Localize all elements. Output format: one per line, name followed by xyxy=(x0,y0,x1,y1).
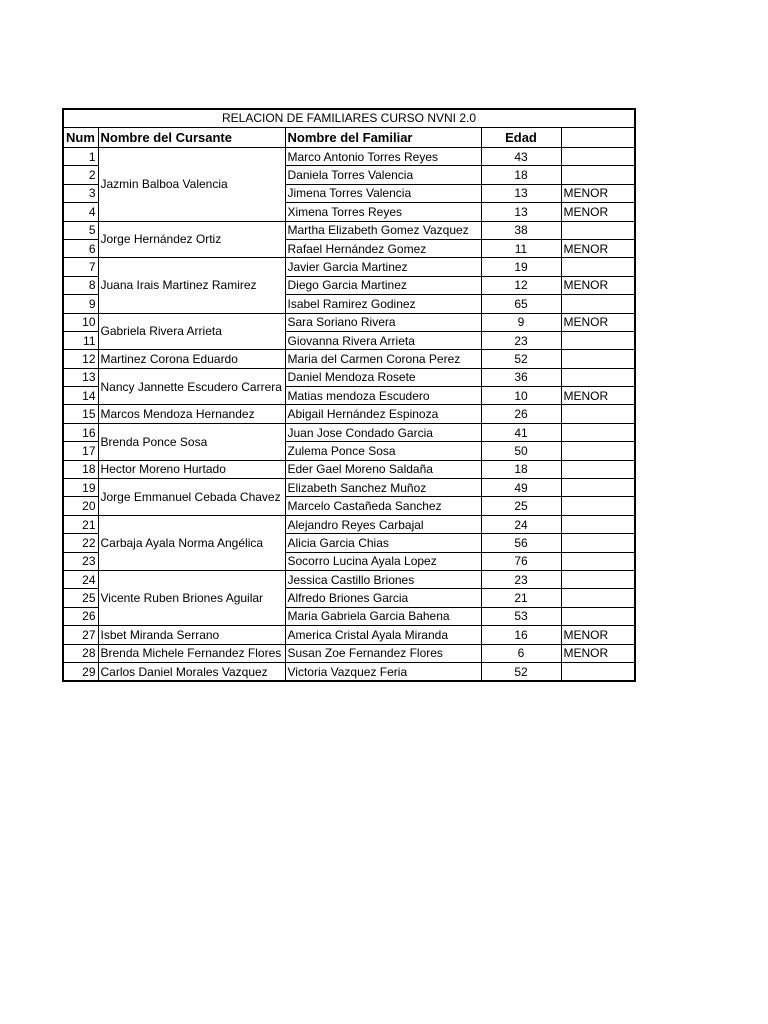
menor-flag xyxy=(561,460,634,478)
familiar-edad: 6 xyxy=(481,644,561,662)
familiar-name: America Cristal Ayala Miranda xyxy=(285,626,481,644)
row-num: 4 xyxy=(64,203,98,221)
table-row xyxy=(64,460,634,478)
menor-flag: MENOR xyxy=(561,239,634,257)
familiar-name: Rafael Hernández Gomez xyxy=(285,239,481,257)
cursante-name: Martinez Corona Eduardo xyxy=(98,350,285,368)
familiar-name: Eder Gael Moreno Saldaña xyxy=(285,460,481,478)
row-num: 3 xyxy=(64,184,98,202)
familiar-edad: 56 xyxy=(481,534,561,552)
familiar-edad: 19 xyxy=(481,258,561,276)
sheet-title: RELACION DE FAMILIARES CURSO NVNI 2.0 xyxy=(64,110,634,128)
row-num: 12 xyxy=(64,350,98,368)
familiares-sheet xyxy=(62,108,636,682)
table-row xyxy=(64,423,634,441)
row-num: 29 xyxy=(64,662,98,680)
row-num: 8 xyxy=(64,276,98,294)
row-num: 6 xyxy=(64,239,98,257)
familiar-name: Giovanna Rivera Arrieta xyxy=(285,331,481,349)
row-num: 27 xyxy=(64,626,98,644)
menor-flag: MENOR xyxy=(561,276,634,294)
row-num: 20 xyxy=(64,497,98,515)
menor-flag xyxy=(561,350,634,368)
header-cursante: Nombre del Cursante xyxy=(98,128,285,148)
familiar-name: Abigail Hernández Espinoza xyxy=(285,405,481,423)
table-row xyxy=(64,570,634,588)
row-num: 7 xyxy=(64,258,98,276)
familiar-name: Matias mendoza Escudero xyxy=(285,387,481,405)
row-num: 5 xyxy=(64,221,98,239)
familiar-name: Susan Zoe Fernandez Flores xyxy=(285,644,481,662)
familiar-name: Martha Elizabeth Gomez Vazquez xyxy=(285,221,481,239)
menor-flag xyxy=(561,221,634,239)
cursante-name: Brenda Ponce Sosa xyxy=(98,423,285,460)
familiar-edad: 65 xyxy=(481,295,561,313)
table-row xyxy=(64,626,634,644)
familiar-edad: 23 xyxy=(481,331,561,349)
menor-flag: MENOR xyxy=(561,313,634,331)
header-familiar: Nombre del Familiar xyxy=(285,128,481,148)
row-num: 24 xyxy=(64,570,98,588)
familiar-edad: 76 xyxy=(481,552,561,570)
menor-flag xyxy=(561,368,634,386)
menor-flag xyxy=(561,423,634,441)
familiar-edad: 53 xyxy=(481,607,561,625)
menor-flag xyxy=(561,662,634,680)
menor-flag xyxy=(561,589,634,607)
familiares-table xyxy=(64,128,634,680)
menor-flag: MENOR xyxy=(561,644,634,662)
familiar-name: Jimena Torres Valencia xyxy=(285,184,481,202)
familiar-name: Daniel Mendoza Rosete xyxy=(285,368,481,386)
menor-flag xyxy=(561,166,634,184)
table-row xyxy=(64,644,634,662)
cursante-name: Isbet Miranda Serrano xyxy=(98,626,285,644)
menor-flag xyxy=(561,148,634,166)
familiar-name: Socorro Lucina Ayala Lopez xyxy=(285,552,481,570)
row-num: 28 xyxy=(64,644,98,662)
menor-flag xyxy=(561,534,634,552)
familiar-edad: 25 xyxy=(481,497,561,515)
menor-flag xyxy=(561,479,634,497)
row-num: 26 xyxy=(64,607,98,625)
cursante-name: Marcos Mendoza Hernandez xyxy=(98,405,285,423)
familiar-name: Alicia Garcia Chias xyxy=(285,534,481,552)
familiar-name: Alejandro Reyes Carbajal xyxy=(285,515,481,533)
menor-flag xyxy=(561,258,634,276)
familiar-edad: 41 xyxy=(481,423,561,441)
familiar-edad: 49 xyxy=(481,479,561,497)
familiar-name: Maria del Carmen Corona Perez xyxy=(285,350,481,368)
familiar-name: Javier Garcia Martinez xyxy=(285,258,481,276)
familiar-edad: 10 xyxy=(481,387,561,405)
header-row xyxy=(64,128,634,148)
familiar-edad: 52 xyxy=(481,350,561,368)
row-num: 25 xyxy=(64,589,98,607)
familiar-edad: 11 xyxy=(481,239,561,257)
table-row xyxy=(64,405,634,423)
menor-flag xyxy=(561,331,634,349)
table-row xyxy=(64,258,634,276)
row-num: 19 xyxy=(64,479,98,497)
menor-flag xyxy=(561,497,634,515)
familiar-name: Sara Soriano Rivera xyxy=(285,313,481,331)
familiar-name: Marcelo Castañeda Sanchez xyxy=(285,497,481,515)
row-num: 17 xyxy=(64,442,98,460)
familiar-edad: 38 xyxy=(481,221,561,239)
familiar-name: Elizabeth Sanchez Muñoz xyxy=(285,479,481,497)
row-num: 15 xyxy=(64,405,98,423)
table-row xyxy=(64,368,634,386)
cursante-name: Carbaja Ayala Norma Angélica xyxy=(98,515,285,570)
row-num: 16 xyxy=(64,423,98,441)
menor-flag xyxy=(561,442,634,460)
menor-flag xyxy=(561,607,634,625)
header-flag xyxy=(561,128,634,148)
familiar-edad: 23 xyxy=(481,570,561,588)
menor-flag: MENOR xyxy=(561,626,634,644)
cursante-name: Juana Irais Martinez Ramirez xyxy=(98,258,285,313)
familiar-name: Juan Jose Condado Garcia xyxy=(285,423,481,441)
cursante-name: Jorge Hernández Ortiz xyxy=(98,221,285,258)
menor-flag xyxy=(561,405,634,423)
header-edad: Edad xyxy=(481,128,561,148)
cursante-name: Jazmin Balboa Valencia xyxy=(98,148,285,222)
familiar-edad: 50 xyxy=(481,442,561,460)
cursante-name: Jorge Emmanuel Cebada Chavez xyxy=(98,479,285,516)
familiar-edad: 16 xyxy=(481,626,561,644)
table-row xyxy=(64,221,634,239)
familiar-edad: 12 xyxy=(481,276,561,294)
familiar-edad: 26 xyxy=(481,405,561,423)
familiar-name: Marco Antonio Torres Reyes xyxy=(285,148,481,166)
cursante-name: Hector Moreno Hurtado xyxy=(98,460,285,478)
table-row xyxy=(64,148,634,166)
familiar-edad: 13 xyxy=(481,184,561,202)
familiar-edad: 18 xyxy=(481,166,561,184)
menor-flag xyxy=(561,570,634,588)
familiar-edad: 52 xyxy=(481,662,561,680)
row-num: 13 xyxy=(64,368,98,386)
row-num: 22 xyxy=(64,534,98,552)
familiar-name: Zulema Ponce Sosa xyxy=(285,442,481,460)
familiar-edad: 43 xyxy=(481,148,561,166)
familiar-name: Jessica Castillo Briones xyxy=(285,570,481,588)
menor-flag: MENOR xyxy=(561,184,634,202)
familiar-edad: 36 xyxy=(481,368,561,386)
row-num: 21 xyxy=(64,515,98,533)
menor-flag: MENOR xyxy=(561,203,634,221)
menor-flag: MENOR xyxy=(561,387,634,405)
row-num: 1 xyxy=(64,148,98,166)
row-num: 2 xyxy=(64,166,98,184)
cursante-name: Carlos Daniel Morales Vazquez xyxy=(98,662,285,680)
familiar-edad: 18 xyxy=(481,460,561,478)
row-num: 9 xyxy=(64,295,98,313)
familiar-name: Ximena Torres Reyes xyxy=(285,203,481,221)
row-num: 11 xyxy=(64,331,98,349)
familiar-edad: 9 xyxy=(481,313,561,331)
table-row xyxy=(64,662,634,680)
familiar-edad: 13 xyxy=(481,203,561,221)
table-row xyxy=(64,515,634,533)
row-num: 18 xyxy=(64,460,98,478)
familiar-name: Isabel Ramirez Godinez xyxy=(285,295,481,313)
table-row xyxy=(64,350,634,368)
familiar-name: Diego Garcia Martinez xyxy=(285,276,481,294)
cursante-name: Brenda Michele Fernandez Flores xyxy=(98,644,285,662)
row-num: 23 xyxy=(64,552,98,570)
familiar-edad: 21 xyxy=(481,589,561,607)
familiar-name: Maria Gabriela Garcia Bahena xyxy=(285,607,481,625)
familiar-name: Alfredo Briones Garcia xyxy=(285,589,481,607)
row-num: 14 xyxy=(64,387,98,405)
header-num: Num xyxy=(64,128,98,148)
row-num: 10 xyxy=(64,313,98,331)
cursante-name: Nancy Jannette Escudero Carrera xyxy=(98,368,285,405)
familiar-edad: 24 xyxy=(481,515,561,533)
familiar-name: Daniela Torres Valencia xyxy=(285,166,481,184)
menor-flag xyxy=(561,295,634,313)
menor-flag xyxy=(561,552,634,570)
menor-flag xyxy=(561,515,634,533)
table-row xyxy=(64,479,634,497)
familiar-name: Victoria Vazquez Feria xyxy=(285,662,481,680)
cursante-name: Gabriela Rivera Arrieta xyxy=(98,313,285,350)
cursante-name: Vicente Ruben Briones Aguilar xyxy=(98,570,285,625)
table-body xyxy=(64,148,634,681)
table-row xyxy=(64,313,634,331)
